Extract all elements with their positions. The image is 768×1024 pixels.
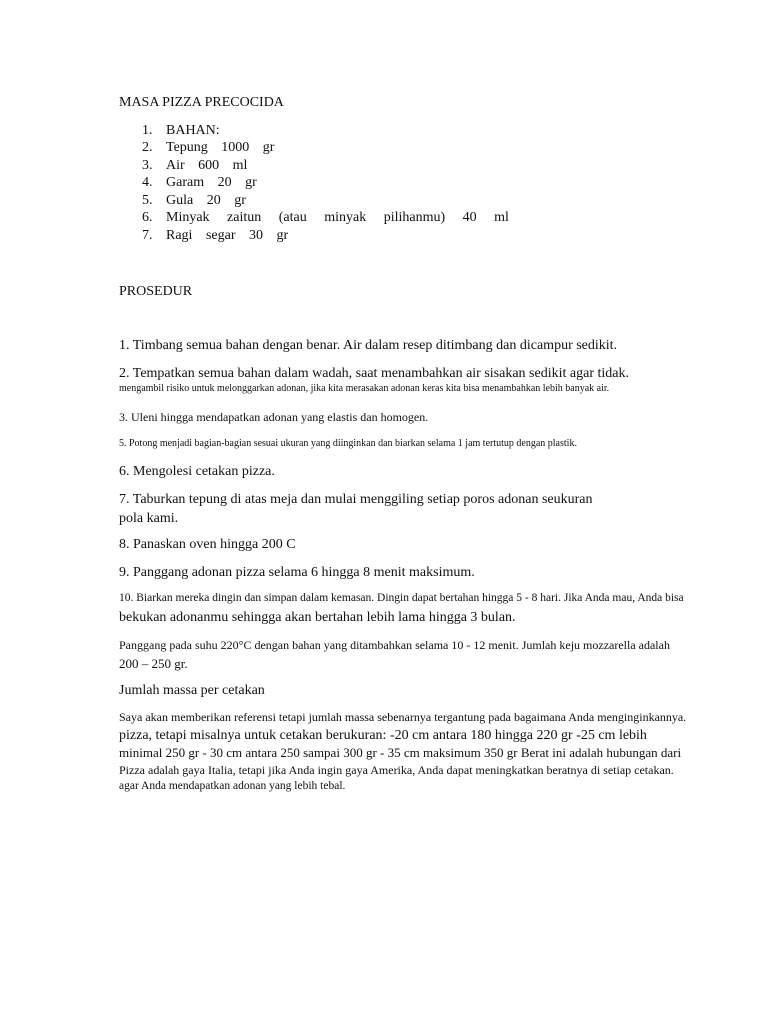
mass-paragraph-line: minimal 250 gr - 30 cm antara 250 sampai 300 gr - 35 cm maksimum 350 gr Berat ini adalah hubungan dari <box>119 745 682 760</box>
mass-paragraph-line: agar Anda mendapatkan adonan yang lebih tebal. <box>119 780 346 792</box>
mass-paragraph-line: Saya akan memberikan referensi tetapi jumlah massa sebenarnya tergantung pada bagaimana Anda menginginkannya. <box>119 710 687 724</box>
ingredient-number: 4. <box>142 175 153 190</box>
step-6: 6. Mengolesi cetakan pizza. <box>119 464 275 479</box>
ingredient-text: Garam 20 gr <box>166 175 257 190</box>
ingredient-item <box>142 123 220 139</box>
ingredient-item <box>142 210 509 226</box>
step-3: 3. Uleni hingga mendapatkan adonan yang elastis dan homogen. <box>119 410 429 424</box>
ingredient-item <box>142 140 274 156</box>
step-8: 8. Panaskan oven hingga 200 C <box>119 537 296 552</box>
step-7-continuation: pola kami. <box>119 511 179 526</box>
ingredient-text: Ragi segar 30 gr <box>166 228 289 243</box>
ingredient-item <box>142 175 257 191</box>
ingredient-text: Gula 20 gr <box>166 193 246 208</box>
ingredient-number: 2. <box>142 140 153 155</box>
step-10-continuation: bekukan adonanmu sehingga akan bertahan lebih lama hingga 3 bulan. <box>119 610 516 625</box>
step-2-continuation: mengambil risiko untuk melonggarkan adonan, jika kita merasakan adonan keras kita bisa menambahkan lebih banyak air. <box>119 383 610 394</box>
ingredient-number: 7. <box>142 228 153 243</box>
step-7: 7. Taburkan tepung di atas meja dan mulai menggiling setiap poros adonan seukuran <box>119 492 593 507</box>
mass-paragraph-line: Pizza adalah gaya Italia, tetapi jika Anda ingin gaya Amerika, Anda dapat meningkatkan beratnya di setiap cetakan. <box>119 763 674 777</box>
ingredient-item <box>142 158 247 174</box>
bake-paragraph-line: 200 – 250 gr. <box>119 656 188 671</box>
step-5: 5. Potong menjadi bagian-bagian sesuai ukuran yang diinginkan dan biarkan selama 1 jam tertutup dengan plastik. <box>119 438 577 449</box>
document-title: MASA PIZZA PRECOCIDA <box>119 95 284 110</box>
ingredient-number: 6. <box>142 210 153 225</box>
ingredient-item <box>142 193 246 209</box>
bake-paragraph-line: Panggang pada suhu 220°C dengan bahan yang ditambahkan selama 10 - 12 menit. Jumlah keju mozzarella adalah <box>119 638 670 652</box>
ingredient-text: Air 600 ml <box>166 158 248 173</box>
ingredient-number: 1. <box>142 123 153 138</box>
mass-heading: Jumlah massa per cetakan <box>119 683 265 698</box>
ingredient-number: 5. <box>142 193 153 208</box>
step-9: 9. Panggang adonan pizza selama 6 hingga 8 menit maksimum. <box>119 565 475 580</box>
ingredient-text: Tepung 1000 gr <box>166 140 275 155</box>
step-1: 1. Timbang semua bahan dengan benar. Air dalam resep ditimbang dan dicampur sedikit. <box>119 338 618 353</box>
ingredient-text: BAHAN: <box>166 123 220 138</box>
step-10: 10. Biarkan mereka dingin dan simpan dalam kemasan. Dingin dapat bertahan hingga 5 - 8 hari. Jika Anda mau, Anda bisa <box>119 592 684 604</box>
ingredient-number: 3. <box>142 158 153 173</box>
ingredient-item <box>142 228 288 244</box>
mass-paragraph-line: pizza, tetapi misalnya untuk cetakan berukuran: -20 cm antara 180 hingga 220 gr -25 cm lebih <box>119 728 647 743</box>
ingredient-text: Minyak zaitun (atau minyak pilihanmu) 40 ml <box>166 210 509 225</box>
step-2: 2. Tempatkan semua bahan dalam wadah, saat menambahkan air sisakan sedikit agar tidak. <box>119 366 629 381</box>
procedure-heading: PROSEDUR <box>119 284 193 299</box>
